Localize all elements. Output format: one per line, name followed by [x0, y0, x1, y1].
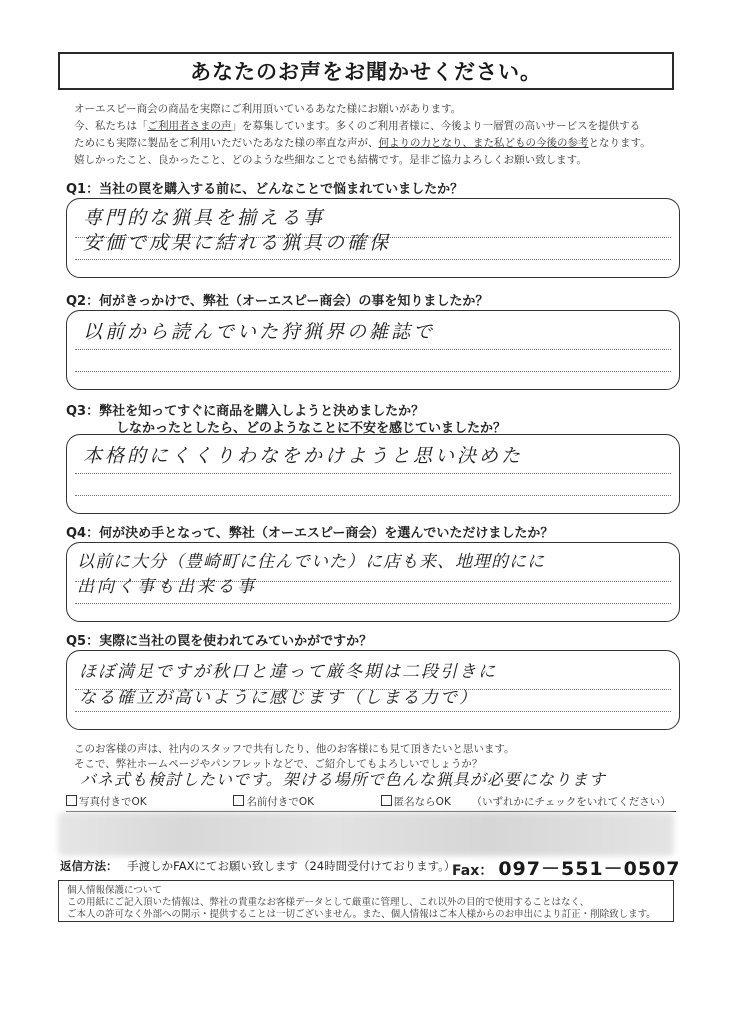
fax-info: [452, 854, 681, 881]
return-method-label: 返信方法：: [60, 859, 118, 873]
question-2-label: Q2：何がきっかけで、弊社（オーエスピー商会）の事を知りましたか？: [66, 294, 489, 309]
share-note-line-2: そこで、弊社ホームページやパンフレットなどで、ご紹介してもよろしいでしょうか？: [74, 758, 483, 770]
form-title: あなたのお声をお聞かせください。: [190, 60, 542, 84]
return-info: [60, 858, 455, 874]
consent-anon-option[interactable]: 匿名ならOK: [381, 796, 451, 808]
blurred-customer-info: [58, 812, 674, 856]
share-note-line-1: このお客様の声は、社内のスタッフで共有したり、他のお客様にも見て頂きたいと思います。: [74, 743, 515, 755]
question-1-label: Q1：当社の罠を購入する前に、どんなことで悩まれていましたか？: [66, 182, 464, 197]
form-title-box: [58, 52, 674, 90]
privacy-heading: 個人情報保護について: [67, 885, 162, 896]
question-2-answer-line-1: 以前から読んでいた狩猟界の雑誌で: [83, 321, 436, 343]
privacy-line-2: ご本人の許可なく外部への開示・提供することは一切ございません。また、個人情報はご本人様からのお申出により訂正・削除致します。: [67, 909, 656, 920]
question-4-label: Q4：何が決め手となって、弊社（オーエスピー商会）を選んでいただけましたか？: [66, 526, 554, 541]
question-4-answer-box[interactable]: [66, 542, 680, 622]
question-1-answer-box[interactable]: [66, 198, 680, 278]
intro-text: [74, 101, 674, 169]
consent-photo-option[interactable]: 写真付きでOK: [66, 796, 147, 808]
question-5-answer-line-1: ほぼ満足ですが秋口と違って厳冬期は二段引きに: [79, 662, 497, 682]
consent-name-option[interactable]: 名前付きでOK: [233, 796, 314, 808]
fax-number: 097－551－0507: [498, 858, 681, 880]
question-5-answer-line-2: なる確立が高いように感じます（しまる力で）: [79, 688, 478, 708]
consent-row: [66, 794, 676, 812]
photo-checkbox[interactable]: [66, 795, 77, 806]
anon-checkbox[interactable]: [381, 795, 392, 806]
question-1-answer-line-1: 専門的な猟具を揃える事: [83, 207, 326, 229]
privacy-notice: [58, 880, 674, 922]
share-note-handwritten: バネ式も検討したいです。架ける場所で色んな猟具が必要になります: [80, 770, 606, 789]
privacy-line-1: この用紙にご記入頂いた情報は、弊社の貴重なお客様データとして厳重に管理し、これ以外の目的で使用することはなく、: [67, 897, 590, 908]
intro-line-4: 嬉しかったこと、良かったこと、どのような些細なことでも結構です。是非ご協力よろしくお願い致します。: [74, 154, 587, 166]
fax-label: Fax：: [452, 863, 494, 879]
consent-instruction: （いずれかにチェックをいれてください）: [471, 796, 671, 808]
intro-line-3: ためにも実際に製品をご利用いただいたあなた様の率直な声が、何よりの力となり、また私どもの今後の参考となります。: [74, 137, 651, 149]
question-4-answer-line-1: 以前に大分（豊崎町に住んでいた）に店も来、地理的にに: [77, 552, 545, 572]
question-5-label: Q5：実際に当社の罠を使われてみていかがですか？: [66, 634, 373, 649]
question-3-label: Q3：弊社を知ってすぐに商品を購入しようと決めましたか？: [66, 404, 425, 419]
name-checkbox[interactable]: [233, 795, 244, 806]
question-2-answer-box[interactable]: [66, 310, 680, 390]
return-method-text: 手渡しかFAXにてお願い致します（24時間受付けております。）: [127, 859, 456, 873]
intro-line-1: オーエスピー商会の商品を実際にご利用頂いているあなた様にお願いがあります。: [74, 103, 462, 115]
question-1-answer-line-2: 安価で成果に結れる猟具の確保: [83, 232, 392, 254]
question-5-answer-box[interactable]: [66, 650, 680, 730]
question-3-label-2: しなかったとしたら、どのようなことに不安を感じていましたか？: [116, 421, 507, 436]
question-3-answer-line-1: 本格的にくくりわなをかけようと思い決めた: [83, 445, 524, 467]
question-4-answer-line-2: 出向く事も出来る事: [77, 577, 257, 597]
question-3-answer-box[interactable]: [66, 434, 680, 514]
intro-line-2: 今、私たちは「ご利用者さまの声」を募集しています。多くのご利用者様に、今後より一層質の高いサービスを提供する: [74, 120, 641, 132]
